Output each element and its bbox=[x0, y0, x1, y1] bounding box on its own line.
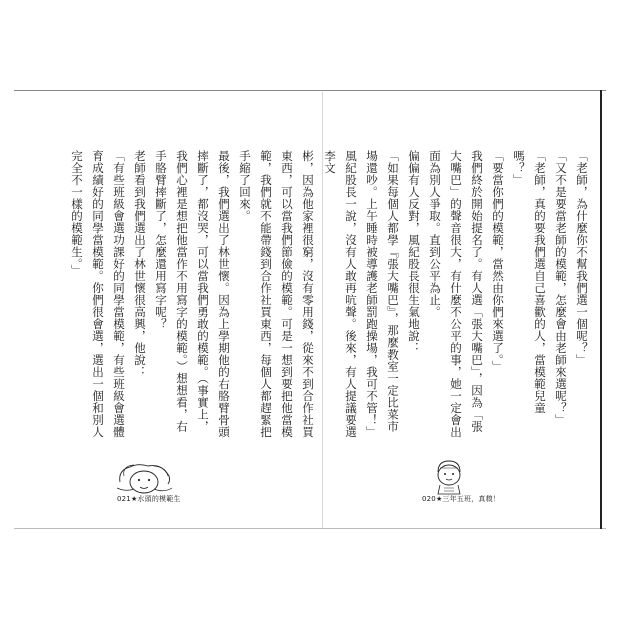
right-page-footer: 020★三年五班，真糗！ bbox=[422, 495, 501, 503]
right-paragraph-1: 「老師，為什麼你不幫我們選一個呢？」 bbox=[575, 150, 589, 366]
boy-face-doodle-icon bbox=[432, 458, 466, 496]
scan-frame-top-line bbox=[14, 90, 606, 91]
left-paragraph-1: 彬，因為他家裡很窮，沒有零用錢，從來不到合作社買東西，可以當我們節儉的模範。可是一想到要把他當模範，我們就不能帶錢到合作社買東西，每個人都趕緊把手縮了回來。 bbox=[238, 150, 315, 438]
right-paragraph-2: 「又不是要當老師的模範，怎麼會由老師來選呢？」 bbox=[554, 150, 568, 426]
right-page-text bbox=[323, 150, 592, 440]
left-page bbox=[28, 150, 318, 450]
right-paragraph-8: 風紀股長一說，沒有人敢再吭聲。後來，有人提議要選李文 bbox=[323, 150, 358, 438]
scan-frame-right-edge bbox=[600, 90, 602, 529]
right-page bbox=[323, 150, 592, 450]
right-paragraph-7: 「如果每個人都學『張大嘴巴』，那麼教室一定比菜市場還吵。上午睡時被導護老師罰跑操場，我可不管！」 bbox=[365, 150, 400, 438]
left-paragraph-2: 最後，我們選出了林世懷。因為上學期他的右胳臂骨頭摔斷了，都沒哭，可以當我們勇敢的模範。（事實上，我們心裡是想把他當作不用寫字的模範。）想想看，右手胳臂摔斷了，怎麼還用寫字呢？ bbox=[154, 150, 231, 438]
right-paragraph-3: 「老師，真的要我們選自己喜歡的人，當模範兒童嗎？」 bbox=[512, 150, 547, 414]
right-paragraph-4: 「要當你們的模範，當然由你們來選了。」 bbox=[491, 150, 505, 373]
right-paragraph-6: 偏偏有人反對，風紀股長很生氣地說： bbox=[407, 150, 421, 354]
scan-frame-bottom-line bbox=[14, 528, 606, 529]
left-paragraph-4: 「有些班級會選功課好的同學當模範，有些班級會選體育成績好的同學當模範。你們很會選，選出一個和別人完全不一樣的模範生。」 bbox=[70, 150, 126, 438]
girl-face-doodle-icon bbox=[114, 462, 174, 496]
left-page-footer: 021★水頭的模範生 bbox=[117, 495, 181, 503]
right-paragraph-5: 我們終於開始提名了。有人選「張大嘴巴」，因為「張大嘴巴」的聲音很大，有什麼不公平的事，她一定會出面為別人爭取。直到公平為止。 bbox=[428, 150, 484, 438]
left-paragraph-3: 老師看到我們選出了林世懷很高興，他說： bbox=[133, 150, 147, 378]
left-page-text bbox=[43, 150, 318, 440]
